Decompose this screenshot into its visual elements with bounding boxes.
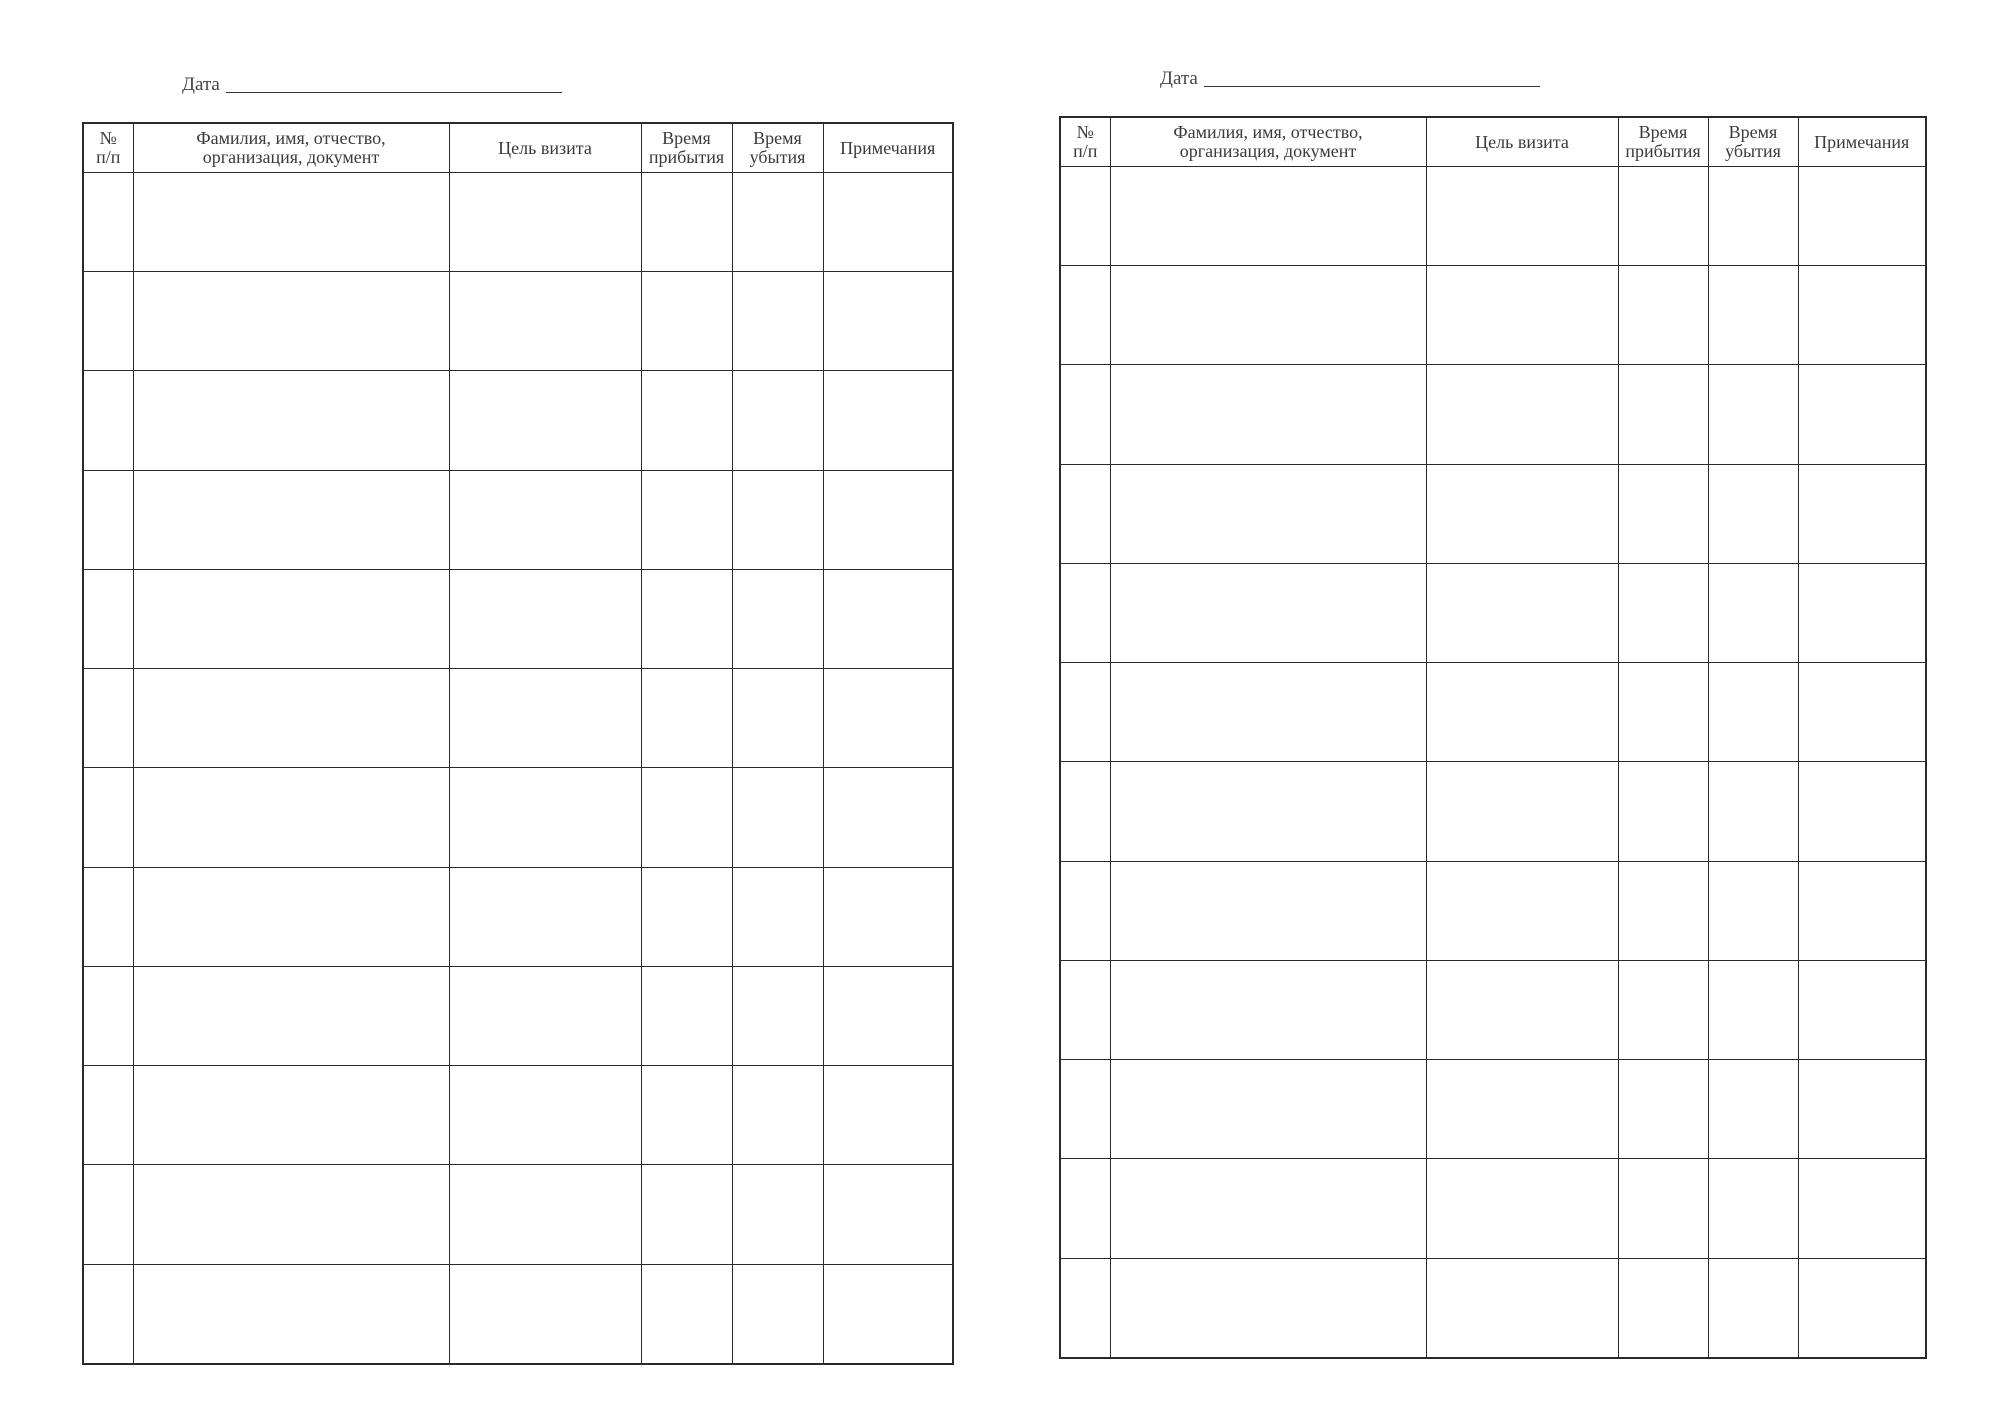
cell-number[interactable] [1060,464,1110,563]
cell-visit-purpose[interactable] [1426,1060,1618,1159]
cell-full-name[interactable] [133,768,449,867]
header-number: № п/п [83,123,133,173]
cell-visit-purpose[interactable] [449,1066,641,1165]
cell-arrival-time[interactable] [1618,1159,1708,1258]
cell-visit-purpose[interactable] [1426,563,1618,662]
table-row [1060,663,1926,762]
cell-departure-time[interactable] [732,470,823,569]
cell-visit-purpose[interactable] [449,669,641,768]
cell-visit-purpose[interactable] [449,867,641,966]
cell-arrival-time[interactable] [1618,960,1708,1059]
cell-notes[interactable] [1798,663,1926,762]
cell-number[interactable] [1060,1258,1110,1358]
cell-number[interactable] [83,173,133,272]
cell-departure-time[interactable] [1708,464,1798,563]
table-row [83,173,953,272]
cell-departure-time[interactable] [732,867,823,966]
cell-visit-purpose[interactable] [1426,861,1618,960]
cell-number[interactable] [83,669,133,768]
cell-notes[interactable] [823,470,953,569]
cell-full-name[interactable] [1110,663,1426,762]
cell-full-name[interactable] [1110,1060,1426,1159]
date-field [1160,68,1540,90]
cell-departure-time[interactable] [1708,167,1798,266]
header-departure-time: Время убытия [1708,117,1798,167]
cell-visit-purpose[interactable] [1426,960,1618,1059]
cell-notes[interactable] [823,1066,953,1165]
table-row [1060,365,1926,464]
cell-notes[interactable] [823,867,953,966]
cell-notes[interactable] [823,1264,953,1364]
cell-notes[interactable] [1798,464,1926,563]
cell-arrival-time[interactable] [1618,464,1708,563]
cell-visit-purpose[interactable] [1426,365,1618,464]
table-row [83,470,953,569]
cell-full-name[interactable] [1110,563,1426,662]
cell-departure-time[interactable] [1708,1258,1798,1358]
cell-notes[interactable] [1798,960,1926,1059]
cell-full-name[interactable] [1110,1159,1426,1258]
table-row [1060,1060,1926,1159]
date-input-line[interactable] [226,91,562,93]
cell-visit-purpose[interactable] [1426,266,1618,365]
cell-departure-time[interactable] [732,768,823,867]
cell-departure-time[interactable] [1708,1159,1798,1258]
cell-visit-purpose[interactable] [449,371,641,470]
cell-arrival-time[interactable] [1618,1060,1708,1159]
cell-number[interactable] [1060,167,1110,266]
cell-number[interactable] [83,966,133,1065]
cell-visit-purpose[interactable] [449,173,641,272]
cell-number[interactable] [1060,266,1110,365]
cell-full-name[interactable] [133,669,449,768]
cell-full-name[interactable] [1110,464,1426,563]
cell-number[interactable] [1060,365,1110,464]
cell-number[interactable] [1060,1159,1110,1258]
cell-number[interactable] [1060,663,1110,762]
table-row [1060,266,1926,365]
cell-notes[interactable] [823,966,953,1065]
cell-visit-purpose[interactable] [1426,663,1618,762]
cell-arrival-time[interactable] [1618,167,1708,266]
table-body [83,173,953,1365]
cell-departure-time[interactable] [1708,960,1798,1059]
cell-departure-time[interactable] [1708,663,1798,762]
table-row [83,1066,953,1165]
cell-departure-time[interactable] [732,669,823,768]
cell-full-name[interactable] [133,867,449,966]
cell-visit-purpose[interactable] [449,966,641,1065]
visitor-log-table [82,122,954,1365]
table-row [1060,861,1926,960]
cell-full-name[interactable] [133,173,449,272]
cell-visit-purpose[interactable] [1426,167,1618,266]
cell-arrival-time[interactable] [641,966,732,1065]
cell-visit-purpose[interactable] [449,470,641,569]
cell-notes[interactable] [823,173,953,272]
cell-departure-time[interactable] [732,173,823,272]
table-row [83,1264,953,1364]
cell-full-name[interactable] [1110,365,1426,464]
cell-departure-time[interactable] [1708,861,1798,960]
cell-notes[interactable] [1798,266,1926,365]
cell-notes[interactable] [823,272,953,371]
cell-visit-purpose[interactable] [449,569,641,668]
header-departure-time: Время убытия [732,123,823,173]
cell-visit-purpose[interactable] [449,272,641,371]
cell-departure-time[interactable] [732,1066,823,1165]
cell-full-name[interactable] [133,371,449,470]
cell-full-name[interactable] [1110,762,1426,861]
cell-visit-purpose[interactable] [449,1264,641,1364]
cell-full-name[interactable] [1110,1258,1426,1358]
cell-full-name[interactable] [133,966,449,1065]
cell-full-name[interactable] [1110,266,1426,365]
cell-arrival-time[interactable] [1618,563,1708,662]
cell-visit-purpose[interactable] [1426,464,1618,563]
cell-notes[interactable] [823,371,953,470]
header-visit-purpose: Цель визита [1426,117,1618,167]
table-row [1060,167,1926,266]
cell-number[interactable] [1060,1060,1110,1159]
cell-arrival-time[interactable] [641,272,732,371]
header-full-name: Фамилия, имя, отчество, организация, документ [1110,117,1426,167]
cell-full-name[interactable] [1110,167,1426,266]
table-row [1060,762,1926,861]
cell-number[interactable] [83,470,133,569]
cell-number[interactable] [1060,762,1110,861]
cell-arrival-time[interactable] [641,173,732,272]
header-notes: Примечания [1798,117,1926,167]
table-row [83,1165,953,1264]
cell-full-name[interactable] [133,569,449,668]
cell-number[interactable] [1060,960,1110,1059]
cell-notes[interactable] [1798,563,1926,662]
header-full-name: Фамилия, имя, отчество, организация, документ [133,123,449,173]
cell-number[interactable] [83,768,133,867]
cell-arrival-time[interactable] [641,867,732,966]
table-row [83,867,953,966]
right-page [1000,0,2000,1412]
cell-departure-time[interactable] [1708,1060,1798,1159]
cell-visit-purpose[interactable] [1426,1159,1618,1258]
date-input-line[interactable] [1204,85,1540,87]
table-row [1060,563,1926,662]
cell-number[interactable] [83,1165,133,1264]
header-visit-purpose: Цель визита [449,123,641,173]
cell-full-name[interactable] [133,1066,449,1165]
table-row [1060,960,1926,1059]
date-field [182,74,562,96]
cell-full-name[interactable] [133,1165,449,1264]
cell-notes[interactable] [823,768,953,867]
header-arrival-time: Время прибытия [1618,117,1708,167]
cell-arrival-time[interactable] [641,470,732,569]
cell-arrival-time[interactable] [641,371,732,470]
cell-visit-purpose[interactable] [449,1165,641,1264]
cell-notes[interactable] [823,669,953,768]
cell-visit-purpose[interactable] [449,768,641,867]
table-row [83,569,953,668]
cell-arrival-time[interactable] [641,1264,732,1364]
cell-arrival-time[interactable] [1618,1258,1708,1358]
table-row [1060,1258,1926,1358]
cell-departure-time[interactable] [1708,365,1798,464]
table-header-row [1060,117,1926,167]
cell-notes[interactable] [1798,365,1926,464]
cell-visit-purpose[interactable] [1426,762,1618,861]
cell-number[interactable] [1060,563,1110,662]
cell-notes[interactable] [1798,167,1926,266]
cell-arrival-time[interactable] [641,1066,732,1165]
header-number: № п/п [1060,117,1110,167]
cell-full-name[interactable] [1110,960,1426,1059]
cell-number[interactable] [83,1264,133,1364]
cell-arrival-time[interactable] [641,569,732,668]
cell-notes[interactable] [823,1165,953,1264]
cell-departure-time[interactable] [732,569,823,668]
cell-full-name[interactable] [133,470,449,569]
cell-notes[interactable] [1798,1060,1926,1159]
table-body [1060,167,1926,1359]
cell-notes[interactable] [1798,762,1926,861]
cell-departure-time[interactable] [732,1165,823,1264]
cell-departure-time[interactable] [732,272,823,371]
cell-number[interactable] [83,272,133,371]
cell-arrival-time[interactable] [1618,365,1708,464]
cell-arrival-time[interactable] [641,669,732,768]
cell-number[interactable] [1060,861,1110,960]
visitor-log-table [1059,116,1927,1359]
cell-visit-purpose[interactable] [1426,1258,1618,1358]
date-label: Дата [182,74,220,95]
cell-full-name[interactable] [133,1264,449,1364]
cell-departure-time[interactable] [732,966,823,1065]
table-row [1060,1159,1926,1258]
cell-number[interactable] [83,371,133,470]
cell-departure-time[interactable] [732,1264,823,1364]
table-row [83,272,953,371]
cell-number[interactable] [83,569,133,668]
cell-arrival-time[interactable] [1618,663,1708,762]
cell-arrival-time[interactable] [1618,762,1708,861]
table-row [83,768,953,867]
table-header-row [83,123,953,173]
cell-departure-time[interactable] [732,371,823,470]
cell-full-name[interactable] [1110,861,1426,960]
cell-notes[interactable] [1798,1258,1926,1358]
cell-departure-time[interactable] [1708,266,1798,365]
table-row [83,669,953,768]
header-notes: Примечания [823,123,953,173]
cell-arrival-time[interactable] [1618,266,1708,365]
cell-arrival-time[interactable] [641,1165,732,1264]
date-label: Дата [1160,68,1198,89]
table-row [83,371,953,470]
cell-number[interactable] [83,1066,133,1165]
cell-departure-time[interactable] [1708,762,1798,861]
table-row [83,966,953,1065]
cell-arrival-time[interactable] [641,768,732,867]
header-arrival-time: Время прибытия [641,123,732,173]
cell-notes[interactable] [1798,861,1926,960]
cell-number[interactable] [83,867,133,966]
table-row [1060,464,1926,563]
cell-departure-time[interactable] [1708,563,1798,662]
cell-notes[interactable] [823,569,953,668]
cell-notes[interactable] [1798,1159,1926,1258]
cell-arrival-time[interactable] [1618,861,1708,960]
cell-full-name[interactable] [133,272,449,371]
